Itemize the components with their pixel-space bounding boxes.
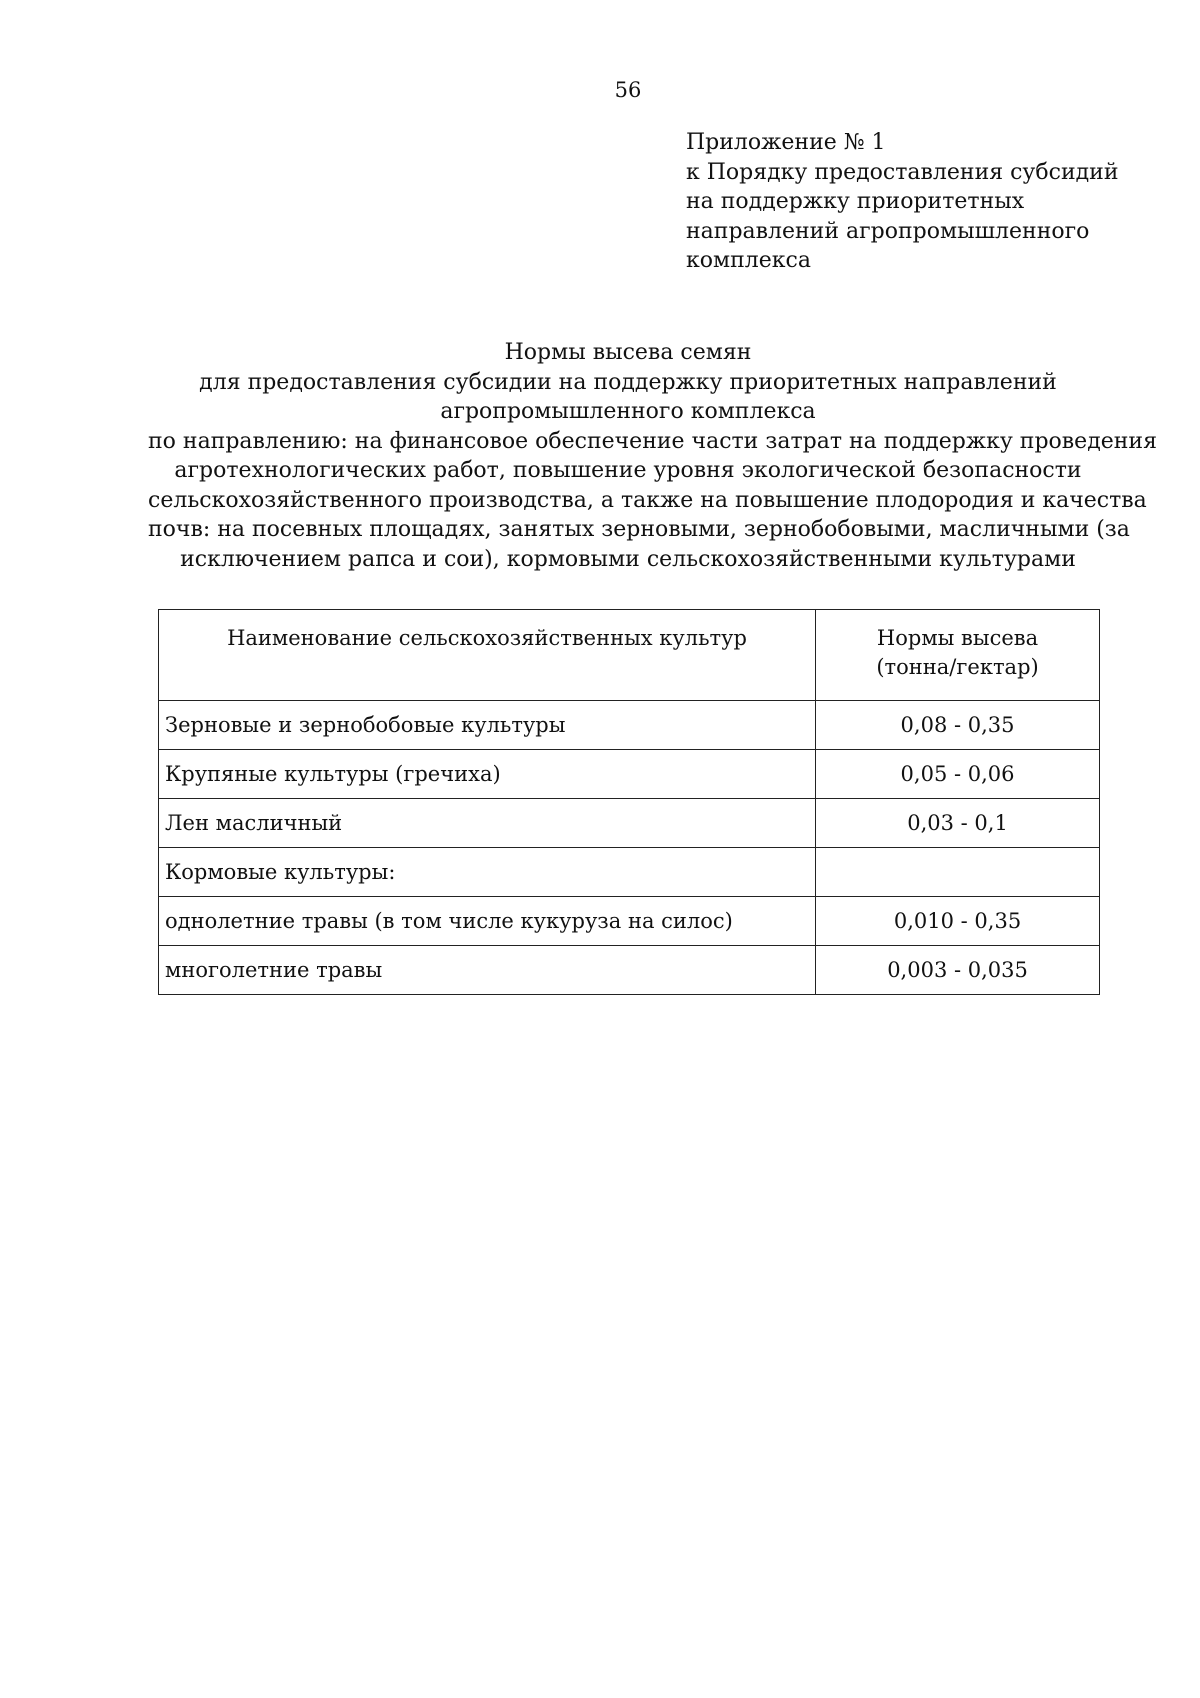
- column-header-seeding-norm-line: Нормы высева: [876, 626, 1039, 650]
- seeding-norm-cell: 0,003 - 0,035: [816, 946, 1100, 995]
- title-line: исключением рапса и сои), кормовыми сельскохозяйственными культурами: [180, 546, 1076, 572]
- table-row: [159, 897, 1100, 946]
- table-row: [159, 946, 1100, 995]
- column-header-crop-name: Наименование сельскохозяйственных культур: [159, 610, 816, 701]
- title-line: по направлению: на финансовое обеспечение части затрат на поддержку проведения: [148, 428, 1157, 454]
- title-line: агропромышленного комплекса: [440, 399, 816, 424]
- column-header-seeding-norm: [816, 610, 1100, 701]
- title-line: сельскохозяйственного производства, а также на повышение плодородия и качества: [148, 487, 1147, 513]
- crop-name-cell: Кормовые культуры:: [159, 848, 816, 897]
- crop-name-cell: Крупяные культуры (гречиха): [159, 750, 816, 799]
- crop-name-cell: Зерновые и зернобобовые культуры: [159, 701, 816, 750]
- seeding-norm-cell: 0,03 - 0,1: [816, 799, 1100, 848]
- title-line: агротехнологических работ, повышение уровня экологической безопасности: [174, 458, 1082, 483]
- seeding-norm-cell: 0,05 - 0,06: [816, 750, 1100, 799]
- seeding-norm-cell: 0,010 - 0,35: [816, 897, 1100, 946]
- appendix-line: Приложение № 1: [686, 130, 886, 155]
- crop-name-cell: однолетние травы (в том числе кукуруза на силос): [159, 897, 816, 946]
- seeding-norm-cell: [816, 848, 1100, 897]
- appendix-line: к Порядку предоставления субсидий: [686, 159, 1119, 185]
- seeding-norms-table: [158, 609, 1100, 995]
- appendix-line: на поддержку приоритетных: [686, 189, 1025, 214]
- table-row: [159, 799, 1100, 848]
- document-title: [148, 338, 1157, 574]
- table-header-row: [159, 610, 1100, 701]
- appendix-block: [686, 128, 1166, 276]
- seeding-norm-cell: 0,08 - 0,35: [816, 701, 1100, 750]
- column-header-seeding-norm-unit: (тонна/гектар): [876, 655, 1039, 679]
- crop-name-cell: Лен масличный: [159, 799, 816, 848]
- crop-name-cell: многолетние травы: [159, 946, 816, 995]
- table-row: [159, 848, 1100, 897]
- page-number: 56: [614, 78, 642, 102]
- title-line: Нормы высева семян: [504, 340, 752, 365]
- title-line: для предоставления субсидии на поддержку приоритетных направлений: [199, 369, 1057, 395]
- table-row: [159, 750, 1100, 799]
- appendix-line: комплекса: [686, 248, 811, 273]
- title-line: почв: на посевных площадях, занятых зерновыми, зернобобовыми, масличными (за: [148, 517, 1130, 542]
- table-row: [159, 701, 1100, 750]
- appendix-line: направлений агропромышленного: [686, 218, 1090, 244]
